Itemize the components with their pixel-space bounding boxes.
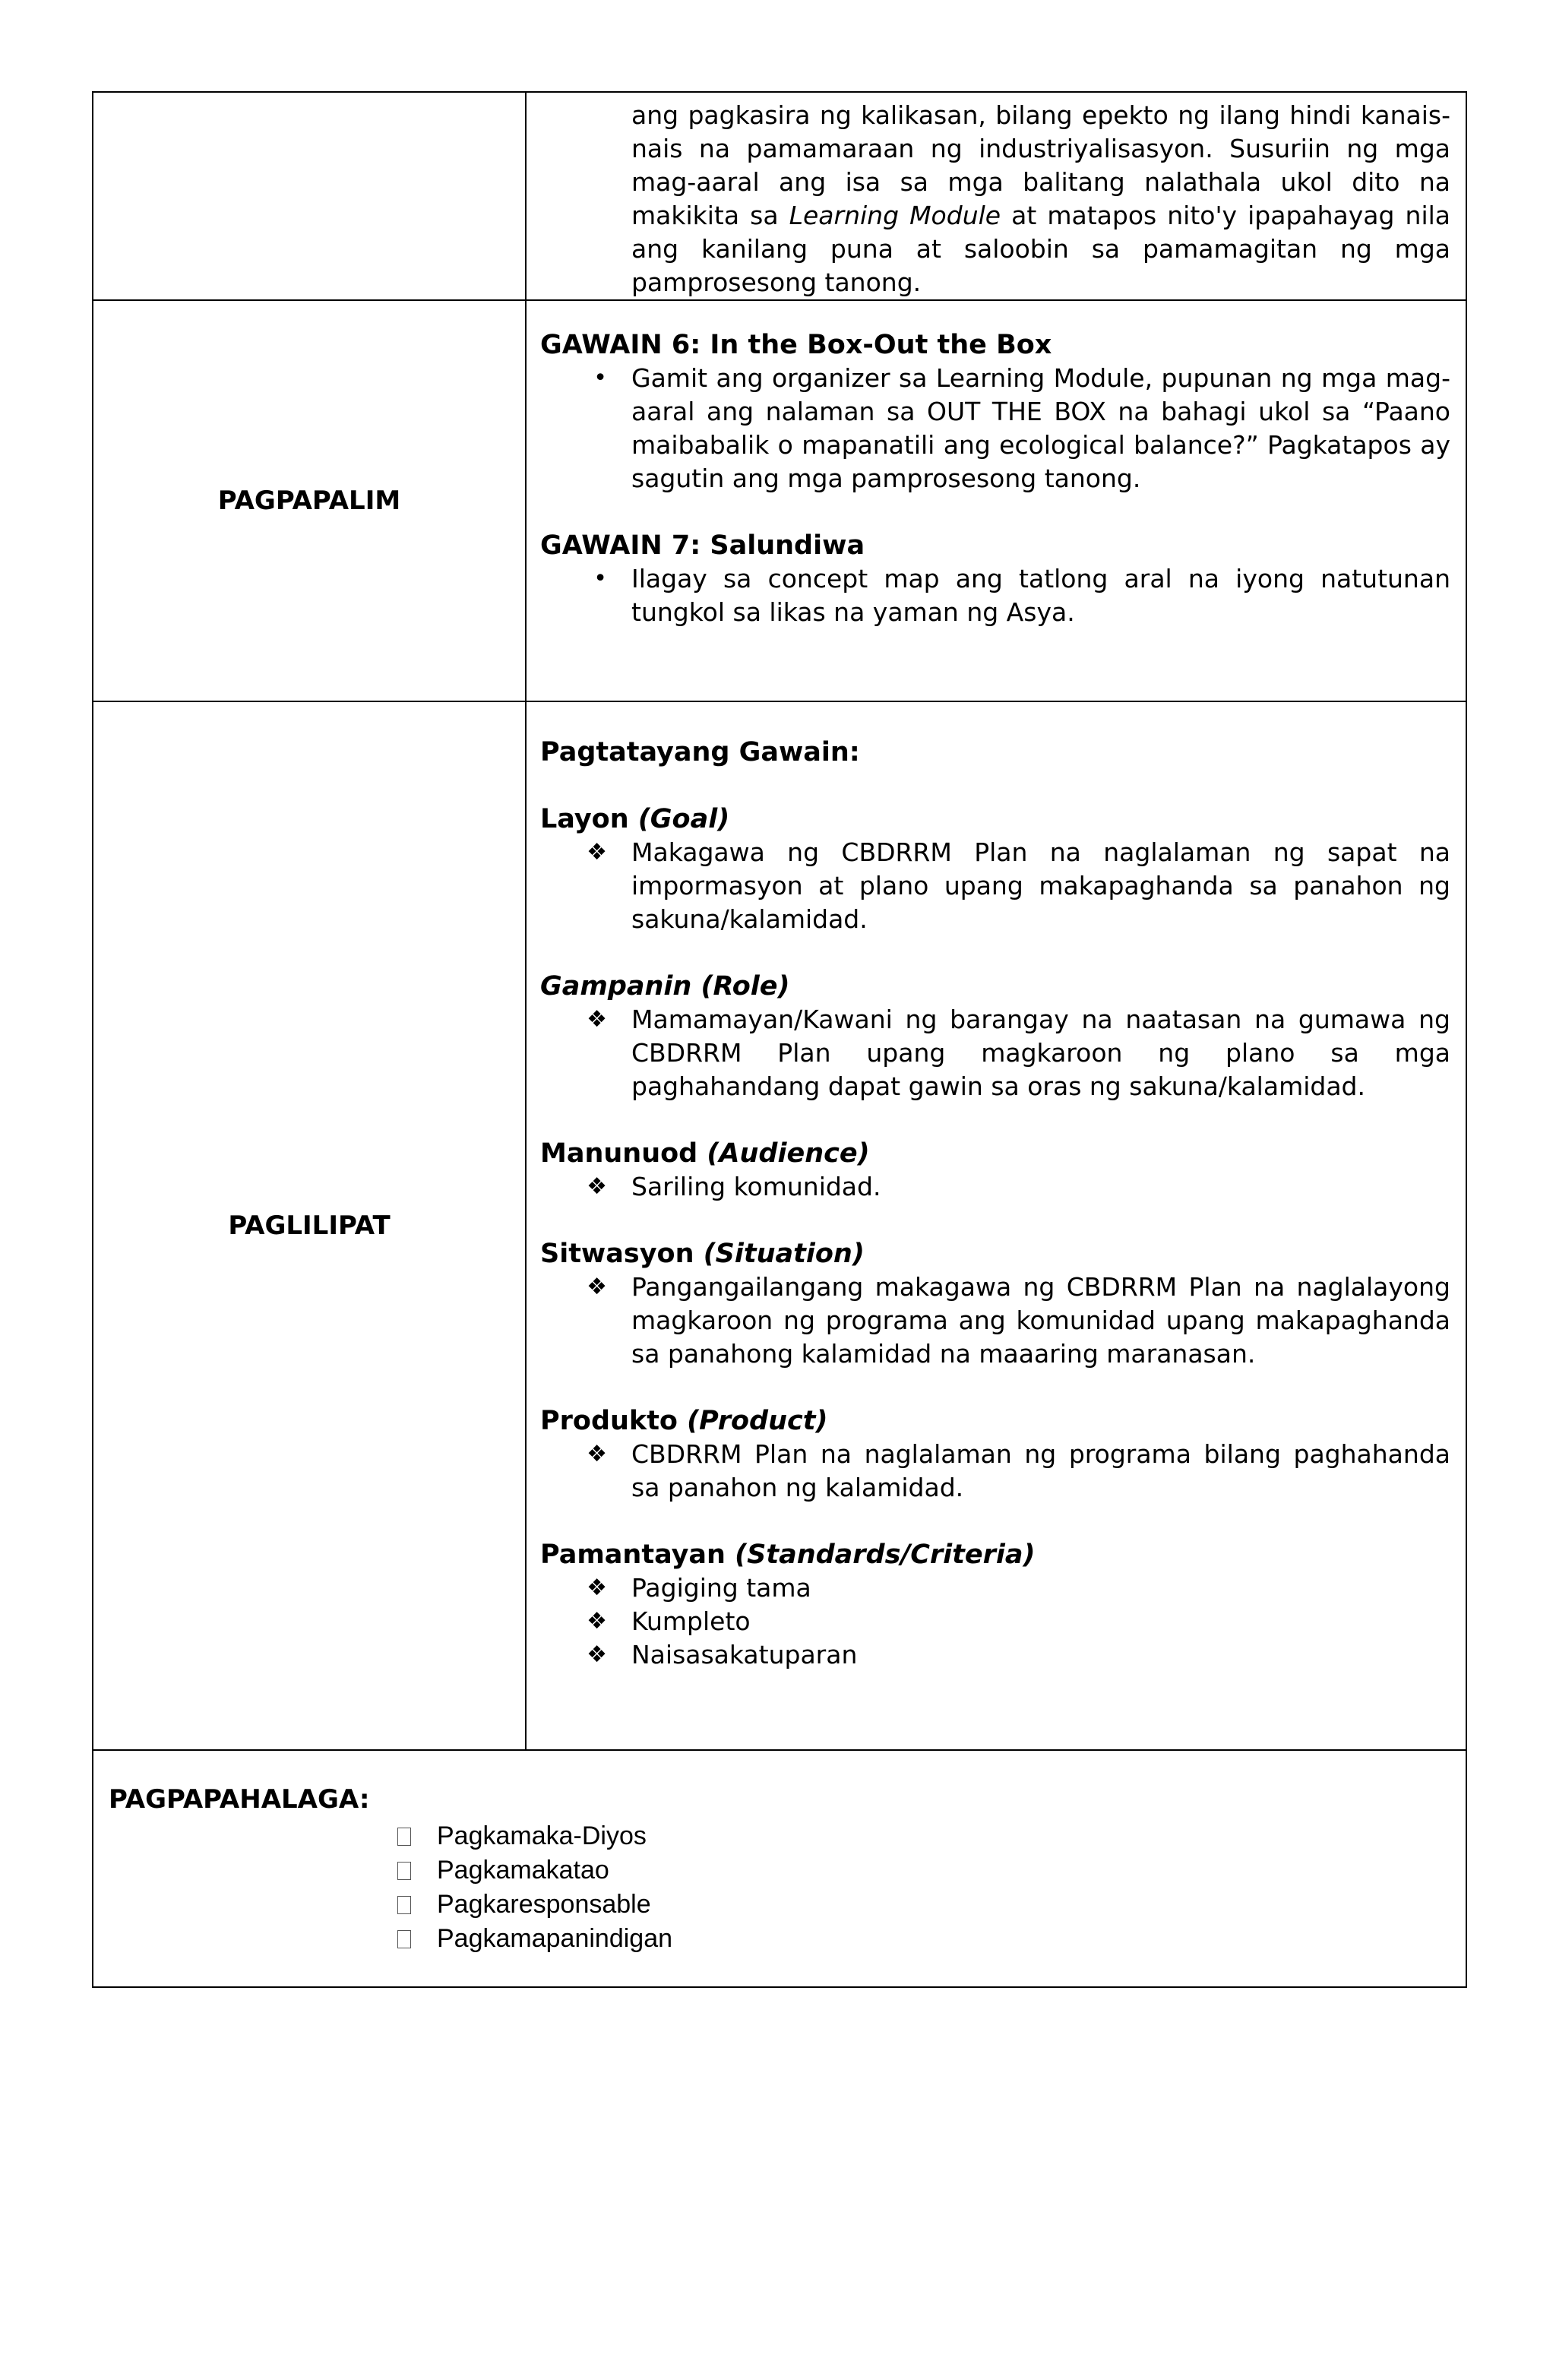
pamantayan-text: Kumpleto <box>631 1606 751 1636</box>
value-label: Pagkaresponsable <box>437 1890 651 1919</box>
pagpapalim-row <box>93 300 1466 701</box>
diamond-bullet-icon: ❖ <box>587 1274 607 1300</box>
value-label: Pagkamakatao <box>437 1856 609 1885</box>
value-item <box>397 1819 672 1853</box>
layon-text: Makagawa ng CBDRRM Plan na naglalaman ng sapat na impormasyon at plano upang makapaghanda sa panahon ng sakuna/kalamidad. <box>631 837 1450 934</box>
pamantayan-title-italic: (Standards/Criteria) <box>735 1540 1036 1570</box>
checkbox-icon <box>397 1862 411 1880</box>
produkto-item <box>527 1438 1450 1505</box>
sitwasyon-item <box>527 1271 1450 1371</box>
produkto-heading <box>540 1404 1466 1438</box>
gampanin-heading <box>540 970 1466 1003</box>
diamond-bullet-icon: ❖ <box>587 1173 607 1200</box>
pagpapahalaga-row <box>93 1750 1466 1987</box>
pagpapalim-content-cell <box>526 300 1466 701</box>
value-label: Pagkamaka-Diyos <box>437 1821 647 1850</box>
value-item <box>397 1922 672 1956</box>
manunuod-text: Sariling komunidad. <box>631 1172 881 1201</box>
manunuod-item <box>527 1170 1450 1204</box>
pamantayan-heading <box>540 1538 1466 1571</box>
continuation-label-cell <box>93 92 526 300</box>
manunuod-heading <box>540 1137 1466 1170</box>
continuation-row <box>93 92 1466 300</box>
sitwasyon-heading <box>540 1237 1466 1271</box>
checkbox-icon <box>397 1930 411 1948</box>
sitwasyon-text: Pangangailangang makagawa ng CBDRRM Plan na naglalayong magkaroon ng programa ang komunidad upang makapaghanda sa panahong kalamidad na maaaring maranasan. <box>631 1272 1450 1369</box>
layon-title: Layon <box>540 804 629 834</box>
pagpapalim-label: PAGPAPALIM <box>93 300 526 701</box>
sitwasyon-title: Sitwasyon <box>540 1239 694 1269</box>
produkto-title-italic: (Product) <box>687 1406 828 1436</box>
value-label: Pagkamapanindigan <box>437 1924 673 1953</box>
lesson-plan-table <box>92 91 1467 1988</box>
pagtatayang-gawain-heading: Pagtatayang Gawain: <box>540 737 860 767</box>
produkto-title: Produkto <box>540 1406 678 1436</box>
checkbox-icon <box>397 1896 411 1914</box>
continuation-content-cell <box>526 92 1466 300</box>
pamantayan-item <box>527 1571 1450 1605</box>
paglilipat-content-cell <box>526 701 1466 1750</box>
manunuod-title-italic: (Audience) <box>707 1138 870 1169</box>
pamantayan-text: Naisasakatuparan <box>631 1640 858 1669</box>
paglilipat-row <box>93 701 1466 1750</box>
paglilipat-label: PAGLILIPAT <box>93 701 526 1750</box>
diamond-bullet-icon: ❖ <box>587 1608 607 1635</box>
values-list <box>397 1819 672 1956</box>
manunuod-title: Manunuod <box>540 1138 698 1169</box>
bullet-dot-icon: • <box>593 365 607 391</box>
gawain-7-item <box>527 562 1450 629</box>
diamond-bullet-icon: ❖ <box>587 1641 607 1668</box>
layon-item <box>527 836 1450 936</box>
gawain-6-text: Gamit ang organizer sa Learning Module, pupunan ng mga mag-aaral ang nalaman sa OUT THE BOX na bahagi ukol sa “Paano maibabalik o mapanatili ang ecological balance?” Pagkatapos ay sagutin ang mga pamprosesong tanong. <box>631 363 1450 493</box>
checkbox-icon <box>397 1828 411 1846</box>
gawain-6-title: GAWAIN 6: In the Box-Out the Box <box>540 330 1052 360</box>
layon-heading <box>540 802 1466 836</box>
value-item <box>397 1853 672 1888</box>
diamond-bullet-icon: ❖ <box>587 1441 607 1467</box>
bullet-dot-icon: • <box>593 565 607 592</box>
continuation-text-start: ang pagkasira ng kalikasan, bilang epekto ng ilang hindi kanais-nais na pamamaraan ng industriyalisasyon. Susuriin ng mga mag-aaral ang isa sa mga balitang nalathala ukol dito na makikita sa <box>631 100 1450 230</box>
gawain-7-title: GAWAIN 7: Salundiwa <box>540 530 865 561</box>
gawain-7-text: Ilagay sa concept map ang tatlong aral na iyong natutunan tungkol sa likas na yaman ng Asya. <box>631 564 1450 627</box>
diamond-bullet-icon: ❖ <box>587 839 607 866</box>
pamantayan-item <box>527 1638 1450 1672</box>
diamond-bullet-icon: ❖ <box>587 1575 607 1601</box>
diamond-bullet-icon: ❖ <box>587 1006 607 1033</box>
gampanin-title-italic: Gampanin (Role) <box>540 971 790 1002</box>
pagpapahalaga-label: PAGPAPAHALAGA: <box>109 1784 370 1815</box>
continuation-paragraph <box>631 99 1450 299</box>
value-item <box>397 1888 672 1922</box>
pamantayan-title: Pamantayan <box>540 1540 726 1570</box>
layon-title-italic: (Goal) <box>637 804 730 834</box>
sitwasyon-title-italic: (Situation) <box>703 1239 865 1269</box>
gampanin-item <box>527 1003 1450 1103</box>
learning-module-italic: Learning Module <box>789 201 1001 230</box>
gawain-6-item <box>527 362 1450 495</box>
pamantayan-item <box>527 1605 1450 1638</box>
produkto-text: CBDRRM Plan na naglalaman ng programa bilang paghahanda sa panahon ng kalamidad. <box>631 1439 1450 1502</box>
gampanin-text: Mamamayan/Kawani ng barangay na naatasan na gumawa ng CBDRRM Plan upang magkaroon ng plano sa mga paghahandang dapat gawin sa oras ng sakuna/kalamidad. <box>631 1005 1450 1101</box>
pagpapahalaga-cell <box>93 1750 1466 1987</box>
pamantayan-text: Pagiging tama <box>631 1573 811 1603</box>
continuation-text-end: at matapos nito'y ipapahayag nila ang kanilang puna at saloobin sa pamamagitan ng mga pamprosesong tanong. <box>631 201 1450 297</box>
